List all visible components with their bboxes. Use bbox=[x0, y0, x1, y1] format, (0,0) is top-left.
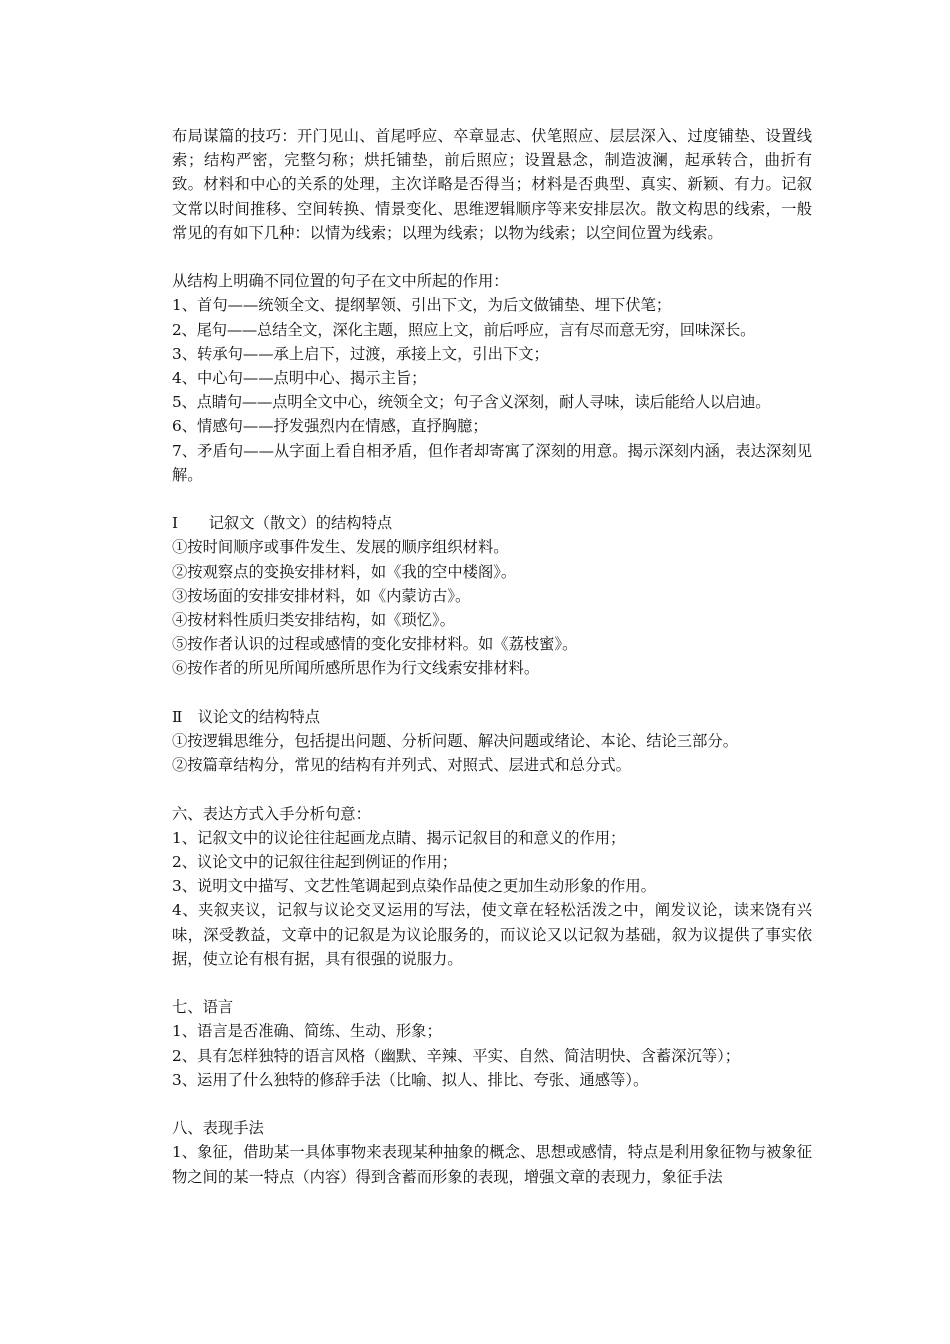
list-item: 1、语言是否准确、简练、生动、形象； bbox=[172, 1022, 442, 1041]
list-item: 4、夹叙夹议，记叙与议论交叉运用的写法，使文章在轻松活泼之中，阐发议论，读来饶有兴味，深受教益，文章中的记叙是为议论服务的，而议论又以记叙为基础，叙为议提供了事实依据，使立论有根有据，具有很强的说服力。 bbox=[172, 901, 812, 968]
list-item: ⑤按作者认识的过程或感情的变化安排材料。如《荔枝蜜》。 bbox=[172, 635, 578, 654]
list-item: ①按时间顺序或事件发生、发展的顺序组织材料。 bbox=[172, 538, 509, 557]
section-argument-structure bbox=[172, 705, 812, 778]
section-layout-techniques bbox=[172, 124, 812, 245]
blank-line bbox=[172, 487, 812, 511]
list-item: 3、运用了什么独特的修辞手法（比喻、拟人、排比、夸张、通感等）。 bbox=[172, 1070, 649, 1089]
section-sentence-roles bbox=[172, 269, 812, 487]
section-narrative-structure bbox=[172, 511, 812, 680]
list-item: ③按场面的安排安排材料，如《内蒙访古》。 bbox=[172, 586, 471, 605]
section-heading: 七、语言 bbox=[172, 998, 234, 1017]
blank-line bbox=[172, 971, 812, 995]
blank-line bbox=[172, 245, 812, 269]
list-item: ①按逻辑思维分，包括提出问题、分析问题、解决问题或绪论、本论、结论三部分。 bbox=[172, 732, 738, 751]
list-item: 2、尾句——总结全文，深化主题，照应上文，前后呼应，言有尽而意无穷，回味深长。 bbox=[172, 320, 756, 339]
list-item: ②按篇章结构分，常见的结构有并列式、对照式、层进式和总分式。 bbox=[172, 756, 631, 775]
section-heading: 八、表现手法 bbox=[172, 1119, 264, 1138]
section-heading: 从结构上明确不同位置的句子在文中所起的作用： bbox=[172, 272, 509, 291]
list-item: 3、说明文中描写、文艺性笔调起到点染作品使之更加生动形象的作用。 bbox=[172, 877, 656, 896]
section-language bbox=[172, 995, 812, 1092]
section-heading: 六、表达方式入手分析句意： bbox=[172, 804, 371, 823]
list-item: 4、中心句——点明中心、揭示主旨； bbox=[172, 369, 427, 388]
blank-line bbox=[172, 777, 812, 801]
blank-line bbox=[172, 1092, 812, 1116]
list-item: 7、矛盾句——从字面上看自相矛盾，但作者却寄寓了深刻的用意。揭示深刻内涵，表达深刻见解。 bbox=[172, 441, 812, 484]
list-item: 2、具有怎样独特的语言风格（幽默、辛辣、平实、自然、简洁明快、含蓄深沉等）； bbox=[172, 1046, 741, 1065]
list-item: 6、情感句——抒发强烈内在情感，直抒胸臆； bbox=[172, 417, 488, 436]
blank-line bbox=[172, 681, 812, 705]
list-item: 2、议论文中的记叙往往起到例证的作用； bbox=[172, 853, 458, 872]
document-page bbox=[172, 124, 812, 1189]
list-item: ④按材料性质归类安排结构，如《琐忆》。 bbox=[172, 611, 455, 630]
paragraph-layout-techniques: 布局谋篇的技巧：开门见山、首尾呼应、卒章显志、伏笔照应、层层深入、过度铺垫、设置线索；结构严密，完整匀称；烘托铺垫，前后照应；设置悬念，制造波澜，起承转合，曲折有致。材料和中心的关系的处理，主次详略是否得当；材料是否典型、真实、新颖、有力。记叙文常以时间推移、空间转换、情景变化、思维逻辑顺序等来安排层次。散文构思的线索，一般常见的有如下几种：以情为线索；以理为线索；以物为线索；以空间位置为线索。 bbox=[172, 127, 812, 242]
list-item: 1、记叙文中的议论往往起画龙点睛、揭示记叙目的和意义的作用； bbox=[172, 828, 626, 847]
list-item: 1、首句——统领全文、提纲挈领、引出下文，为后文做铺垫、埋下伏笔； bbox=[172, 296, 672, 315]
section-heading: Ⅰ 记叙文（散文）的结构特点 bbox=[172, 514, 393, 533]
list-item: 5、点睛句——点明全文中心，统领全文；句子含义深刻，耐人寻味，读后能给人以启迪。 bbox=[172, 393, 771, 412]
list-item: ②按观察点的变换安排材料，如《我的空中楼阁》。 bbox=[172, 562, 517, 581]
section-techniques bbox=[172, 1116, 812, 1189]
list-item: 1、象征，借助某一具体事物来表现某种抽象的概念、思想或感情，特点是利用象征物与被象征物之间的某一特点（内容）得到含蓄而形象的表现，增强文章的表现力，象征手法 bbox=[172, 1143, 812, 1186]
section-heading: Ⅱ 议论文的结构特点 bbox=[172, 707, 321, 726]
section-expression-modes bbox=[172, 802, 812, 971]
list-item: 3、转承句——承上启下，过渡，承接上文，引出下文； bbox=[172, 344, 549, 363]
list-item: ⑥按作者的所见所闻所感所思作为行文线索安排材料。 bbox=[172, 659, 540, 678]
